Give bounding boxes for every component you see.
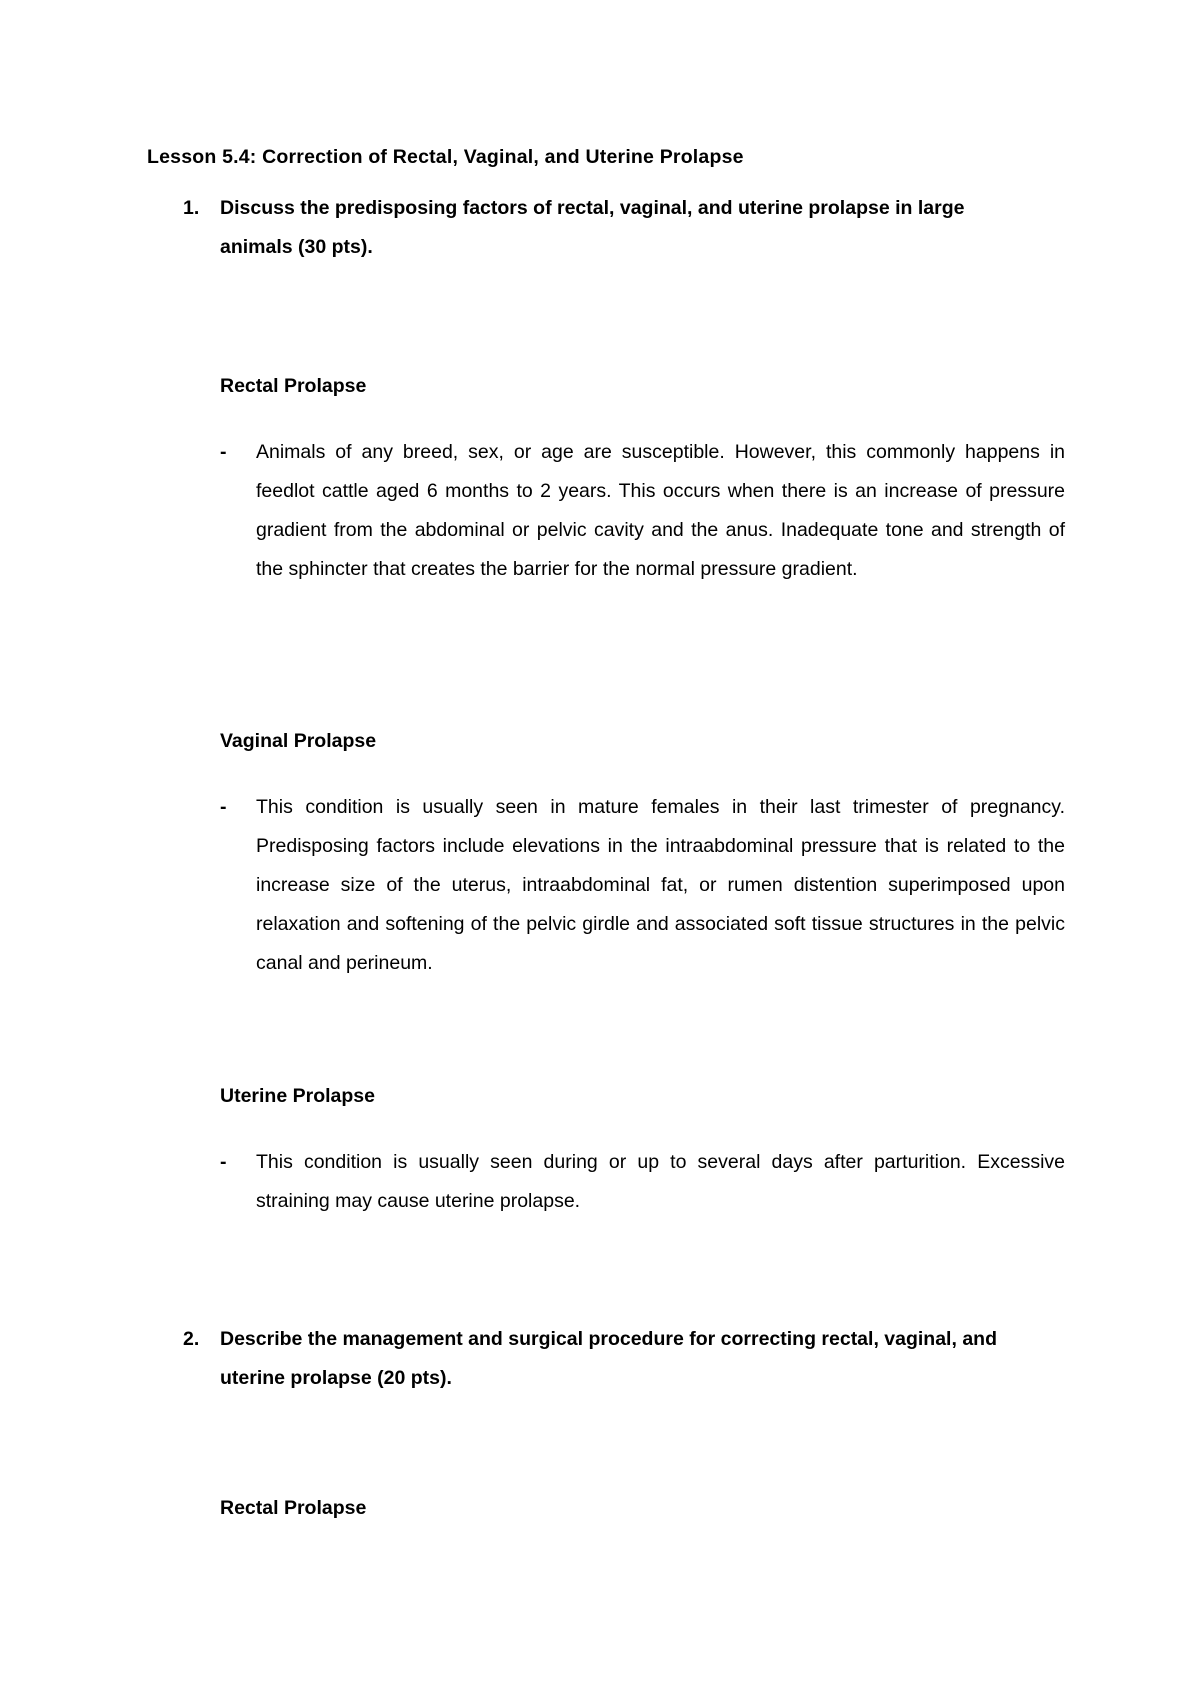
question-number: 2. — [183, 1328, 200, 1350]
bullet-marker: - — [220, 1151, 227, 1173]
question-text: Describe the management and surgical procedure for correcting rectal, vaginal, and uterine prolapse (20 pts). — [220, 1328, 997, 1389]
bullet-marker: - — [220, 796, 227, 818]
bullet-marker: - — [220, 441, 227, 463]
bullet-item — [220, 1143, 1065, 1221]
question-1 — [183, 189, 1043, 267]
question-number: 1. — [183, 197, 200, 219]
bullet-item — [220, 433, 1065, 589]
bullet-text: Animals of any breed, sex, or age are susceptible. However, this commonly happens in feedlot cattle aged 6 months to 2 years. This occurs when there is an increase of pressure gradient from the abdominal or pelvic cavity and the anus. Inadequate tone and strength of the sphincter that creates the barrier for the normal pressure gradient. — [256, 441, 1065, 580]
section-heading-uterine-prolapse: Uterine Prolapse — [220, 1085, 375, 1107]
bullet-text: This condition is usually seen during or up to several days after parturition. Excessive straining may cause uterine prolapse. — [256, 1151, 1065, 1212]
question-2 — [183, 1320, 1043, 1398]
bullet-item — [220, 788, 1065, 983]
question-text: Discuss the predisposing factors of rectal, vaginal, and uterine prolapse in large animals (30 pts). — [220, 197, 965, 258]
section-heading-vaginal-prolapse: Vaginal Prolapse — [220, 730, 377, 752]
page-title: Lesson 5.4: Correction of Rectal, Vaginal, and Uterine Prolapse — [147, 146, 744, 168]
section-heading-rectal-prolapse: Rectal Prolapse — [220, 1497, 367, 1519]
bullet-text: This condition is usually seen in mature females in their last trimester of pregnancy. Predisposing factors include elevations in the intraabdominal pressure that is related to the increase size of the uterus, intraabdominal fat, or rumen distention superimposed upon relaxation and softening of the pelvic girdle and associated soft tissue structures in the pelvic canal and perineum. — [256, 796, 1065, 974]
section-heading-rectal-prolapse: Rectal Prolapse — [220, 375, 367, 397]
